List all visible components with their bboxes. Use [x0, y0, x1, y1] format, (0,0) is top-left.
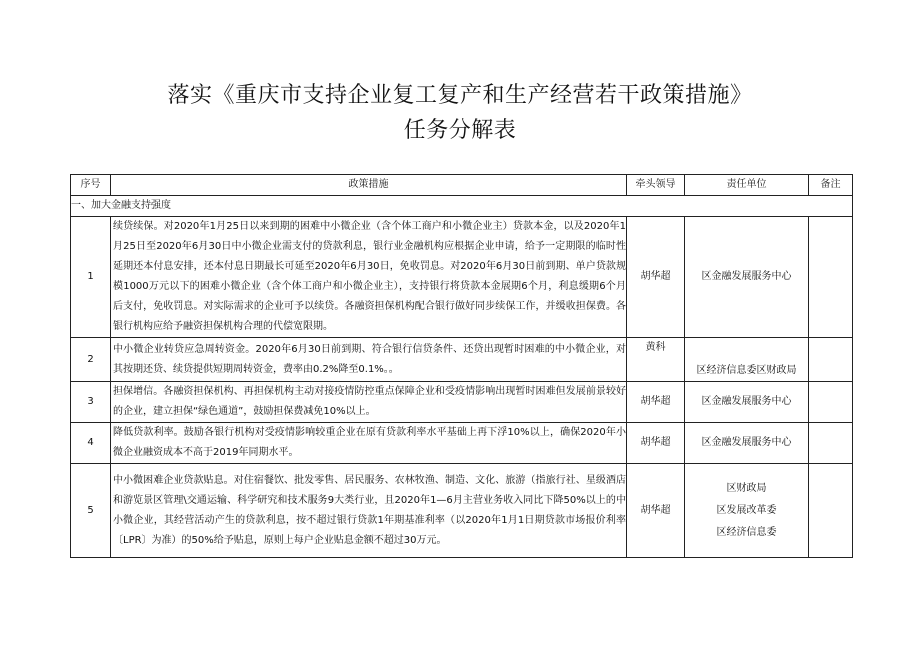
header-unit: 责任单位 — [685, 175, 809, 196]
row-note — [809, 423, 853, 464]
table-row — [71, 338, 853, 382]
table-row — [71, 464, 853, 558]
header-no: 序号 — [71, 175, 111, 196]
row-measure: 中小微企业转贷应急周转资金。2020年6月30日前到期、符合银行信贷条件、还贷出现暂时困难的中小微企业，对其按期还贷、续贷提供短期周转资金，费率由0.2%降至0.1%。。 — [111, 338, 627, 382]
row-no: 4 — [71, 423, 111, 464]
section-row — [71, 196, 853, 217]
row-no: 5 — [71, 464, 111, 558]
header-note: 备注 — [809, 175, 853, 196]
row-unit: 区金融发展服务中心 — [685, 423, 809, 464]
row-unit-list — [685, 464, 809, 558]
row-note — [809, 382, 853, 423]
row-lead: 黄科 — [627, 338, 685, 382]
row-measure: 续贷续保。对2020年1月25日以来到期的困难中小微企业（含个体工商户和小微企业主）贷款本金，以及2020年1月25日至2020年6月30日中小微企业需支付的贷款利息，银行业金融机构应根据企业申请，给予一定期限的临时性延期还本付息安排，还本付息日期最长可延至2020年6月30日，免收罚息。对2020年6月30日前到期、单户贷款规模1000万元以下的困难小微企业（含个体工商户和小微企业主），支持银行将贷款本金展期6个月，利息缓期6个月后支付，免收罚息。对实际需求的企业可予以续贷。各融资担保机构配合银行做好同步续保工作，并缓收担保费。各银行机构应给予融资担保机构合理的代偿宽限期。 — [111, 217, 627, 338]
row-unit: 区财政局 — [726, 482, 767, 494]
row-note — [809, 464, 853, 558]
table-row — [71, 382, 853, 423]
row-unit: 区金融发展服务中心 — [685, 382, 809, 423]
row-unit: 区经济信息委区财政局 — [685, 338, 809, 382]
task-breakdown-table — [70, 174, 853, 558]
document-title-line-2: 任务分解表 — [403, 118, 517, 143]
row-lead: 胡华超 — [627, 382, 685, 423]
row-no: 1 — [71, 217, 111, 338]
header-measure: 政策措施 — [111, 175, 627, 196]
row-no: 3 — [71, 382, 111, 423]
row-lead: 胡华超 — [627, 217, 685, 338]
row-note — [809, 217, 853, 338]
row-unit: 区金融发展服务中心 — [685, 217, 809, 338]
row-measure: 降低贷款利率。鼓励各银行机构对受疫情影响较重企业在原有贷款利率水平基础上再下浮10%以上，确保2020年小微企业融资成本不高于2019年同期水平。 — [111, 423, 627, 464]
row-lead: 胡华超 — [627, 464, 685, 558]
row-lead: 胡华超 — [627, 423, 685, 464]
row-unit: 区发展改革委 — [716, 504, 777, 516]
table-row — [71, 217, 853, 338]
table-row — [71, 423, 853, 464]
row-note — [809, 338, 853, 382]
header-row — [71, 175, 853, 196]
document-title-line-1: 落实《重庆市支持企业复工复产和生产经营若干政策措施》 — [167, 83, 753, 108]
row-no: 2 — [71, 338, 111, 382]
section-heading: 一、加大金融支持强度 — [71, 196, 853, 217]
header-lead: 牵头领导 — [627, 175, 685, 196]
row-unit: 区经济信息委 — [716, 526, 777, 538]
row-measure: 担保增信。各融资担保机构、再担保机构主动对接疫情防控重点保障企业和受疫情影响出现暂时困难但发展前景较好的企业，建立担保“绿色通道”，鼓励担保费减免10%以上。 — [111, 382, 627, 423]
row-measure: 中小微困难企业贷款贴息。对住宿餐饮、批发零售、居民服务、农林牧渔、制造、文化、旅游（指旅行社、星级酒店和游览景区管理\交通运输、科学研究和技术服务9大类行业，且2020年1—6月主营业务收入同比下降50%以上的中小微企业，其经营活动产生的贷款利息，按不超过银行贷款1年期基准利率（以2020年1月1日期贷款市场报价利率〔LPR〕为准）的50%给予贴息，原则上每户企业贴息金额不超过30万元。 — [111, 464, 627, 558]
